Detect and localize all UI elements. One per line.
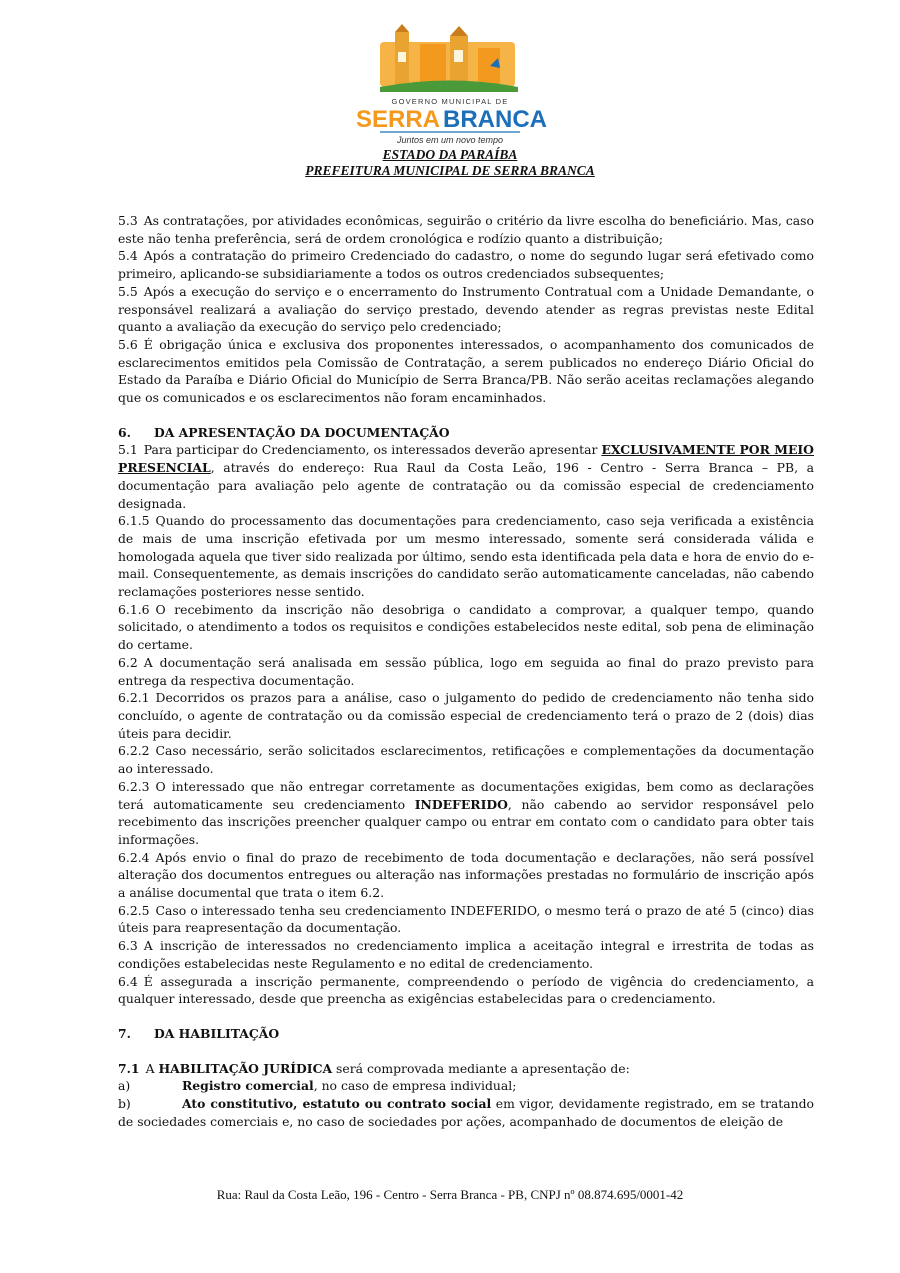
clause-number: 5.6	[118, 336, 138, 352]
clause-number: 6.2.4	[118, 849, 150, 865]
clause-6-2-2	[118, 742, 814, 777]
clause-number: 5.1	[118, 442, 138, 458]
clause-text: Caso necessário, serão solicitados esclarecimentos, retificações e complementações da documentação ao interessado.	[118, 743, 814, 777]
clause-number: 6.3	[118, 938, 138, 954]
section-title: DA APRESENTAÇÃO DA DOCUMENTAÇÃO	[154, 424, 450, 440]
logo-slogan: Juntos em um novo tempo	[396, 135, 504, 145]
clause-text: Após envio o final do prazo de recebimento de toda documentação e declarações, não será possível alteração dos documentos entregues ou alteração nas informações prestadas no formulário de inscrição após a análise documental que trata o item 6.2.	[118, 849, 814, 901]
clause-text: Decorridos os prazos para a análise, caso o julgamento do pedido de credenciamento não tenha sido concluído, o agente de contratação ou da comissão especial de credenciamento terá o prazo de 2 (dois) dias úteis para decidir.	[118, 690, 814, 741]
city-hall-name: PREFEITURA MUNICIPAL DE SERRA BRANCA	[305, 163, 595, 178]
clause-number: 6.4	[118, 973, 138, 989]
item-emphasis: Registro comercial	[182, 1078, 314, 1094]
item-b	[118, 1095, 814, 1130]
clause-number: 5.4	[118, 248, 138, 264]
section-7-heading	[118, 1025, 814, 1043]
clause-number: 6.2.3	[118, 778, 150, 794]
clause-text: , através do endereço: Rua Raul da Costa Leão, 196 - Centro - Serra Branca – PB, a documentação para avaliação pelo agente de contratação ou da comissão especial de credenciamento designada.	[118, 460, 814, 511]
item-label: a)	[118, 1078, 131, 1094]
clause-number: 6.1.5	[118, 513, 150, 529]
clause-number: 6.2.2	[118, 743, 150, 759]
item-text: em vigor, devidamente registrado, em se tratando de sociedades comerciais e, no caso de sociedades por ações, acompanhado de documentos de eleição de	[118, 1096, 814, 1129]
clause-text: A inscrição de interessados no credenciamento implica a aceitação integral e irrestrita de todas as condições estabelecidas neste Regulamento e no edital de credenciamento.	[118, 938, 814, 971]
clause-text: A	[145, 1060, 159, 1076]
item-text: , no caso de empresa individual;	[313, 1078, 517, 1094]
item-a	[118, 1077, 814, 1095]
clause-text: Para participar do Credenciamento, os interessados deverão apresentar	[143, 442, 602, 458]
clause-text: Após a execução do serviço e o encerramento do Instrumento Contratual com a Unidade Demandante, o responsável realizará a avaliação do serviço prestado, devendo atender as regras previstas neste Edital quanto a avaliação da execução do serviço pelo credenciado;	[118, 283, 814, 335]
clause-text: Quando do processamento das documentações para credenciamento, caso seja verificada a existência de mais de uma inscrição efetivada por um mesmo interessado, somente será considerada válida e homologada aquela que tiver sido realizada por último, sendo esta identificada pela data e hora de envio do e-mail. Consequentemente, as demais inscrições do candidato serão automaticamente canceladas, não cabendo reclamações posteriores nesse sentido.	[118, 513, 814, 600]
page-footer: Rua: Raul da Costa Leão, 196 - Centro - Serra Branca - PB, CNPJ nº 08.874.695/0001-42	[216, 1187, 684, 1202]
document-body	[118, 212, 814, 1130]
state-name: ESTADO DA PARAÍBA	[382, 147, 518, 162]
clause-5-5	[118, 283, 814, 336]
clause-number: 5.5	[118, 283, 138, 299]
section-number: 6.	[118, 424, 131, 440]
clause-6-1-5	[118, 512, 814, 601]
section-number: 7.	[118, 1025, 131, 1041]
clause-5-6	[118, 336, 814, 407]
clause-emphasis: INDEFERIDO	[414, 796, 508, 812]
logo-serra-text: SERRA	[355, 106, 441, 133]
clause-5-1	[118, 441, 814, 512]
clause-7-1	[118, 1060, 814, 1078]
clause-6-2-5	[118, 902, 814, 937]
clause-5-4	[118, 247, 814, 282]
logo-branca-text: BRANCA	[443, 106, 547, 133]
section-title: DA HABILITAÇÃO	[154, 1025, 280, 1041]
serra-branca-logo	[340, 22, 560, 147]
clause-6-3	[118, 937, 814, 972]
clause-6-2-3	[118, 778, 814, 849]
clause-emphasis: HABILITAÇÃO JURÍDICA	[158, 1060, 333, 1076]
logo-towers-graphic	[380, 24, 518, 92]
clause-text: será comprovada mediante a apresentação de:	[332, 1060, 630, 1076]
clause-6-2	[118, 654, 814, 689]
clause-6-2-1	[118, 689, 814, 742]
clause-emphasis: EXCLUSIVAMENTE POR MEIO PRESENCIAL	[118, 442, 814, 476]
clause-text: , não cabendo ao servidor responsável pelo recebimento das inscrições preencher qualquer campo ou entrar em contato com o candidato para obter tais informações.	[118, 796, 814, 847]
clause-text: As contratações, por atividades econômicas, seguirão o critério da livre escolha do beneficiário. Mas, caso este não tenha preferência, será de ordem cronológica e rodízio quanto a distribuição;	[118, 213, 814, 246]
clause-number: 7.1	[118, 1060, 140, 1076]
logo-top-text: GOVERNO MUNICIPAL DE	[391, 97, 509, 106]
clause-6-2-4	[118, 849, 814, 902]
clause-text: O interessado que não entregar corretamente as documentações exigidas, bem como as declarações terá automaticamente seu credenciamento	[118, 778, 814, 812]
clause-text: O recebimento da inscrição não desobriga o candidato a comprovar, a qualquer tempo, quando solicitado, o atendimento a todos os requisitos e condições estabelecidos neste edital, sob pena de eliminação do certame.	[118, 601, 814, 653]
letterhead	[0, 22, 900, 179]
section-6-heading	[118, 424, 814, 442]
clause-text: A documentação será analisada em sessão pública, logo em seguida ao final do prazo previsto para entrega da respectiva documentação.	[118, 654, 814, 688]
clause-text: Caso o interessado tenha seu credenciamento INDEFERIDO, o mesmo terá o prazo de até 5 (cinco) dias úteis para reapresentação da documentação.	[118, 902, 814, 936]
clause-6-1-6	[118, 601, 814, 654]
clause-number: 5.3	[118, 213, 138, 228]
clause-5-3	[118, 212, 814, 247]
item-label: b)	[118, 1096, 131, 1112]
clause-number: 6.1.6	[118, 601, 150, 617]
clause-6-4	[118, 973, 814, 1008]
clause-number: 6.2.1	[118, 690, 150, 706]
item-emphasis: Ato constitutivo, estatuto ou contrato social	[182, 1096, 492, 1112]
clause-text: É obrigação única e exclusiva dos proponentes interessados, o acompanhamento dos comunicados de esclarecimentos emitidos pela Comissão de Contratação, a serem publicados no endereço Diário Oficial do Estado da Paraíba e Diário Oficial do Município de Serra Branca/PB. Não serão aceitas reclamações alegando que os comunicados e os esclarecimentos não foram encaminhados.	[118, 336, 814, 406]
clause-text: É assegurada a inscrição permanente, compreendendo o período de vigência do credenciamento, a qualquer interessado, desde que preencha as exigências estabelecidas para o credenciamento.	[118, 973, 814, 1007]
clause-number: 6.2	[118, 654, 138, 670]
clause-number: 6.2.5	[118, 902, 150, 918]
clause-text: Após a contratação do primeiro Credenciado do cadastro, o nome do segundo lugar será efetivado como primeiro, aplicando-se subsidiariamente a todos os outros credenciados subsequentes;	[118, 248, 814, 282]
